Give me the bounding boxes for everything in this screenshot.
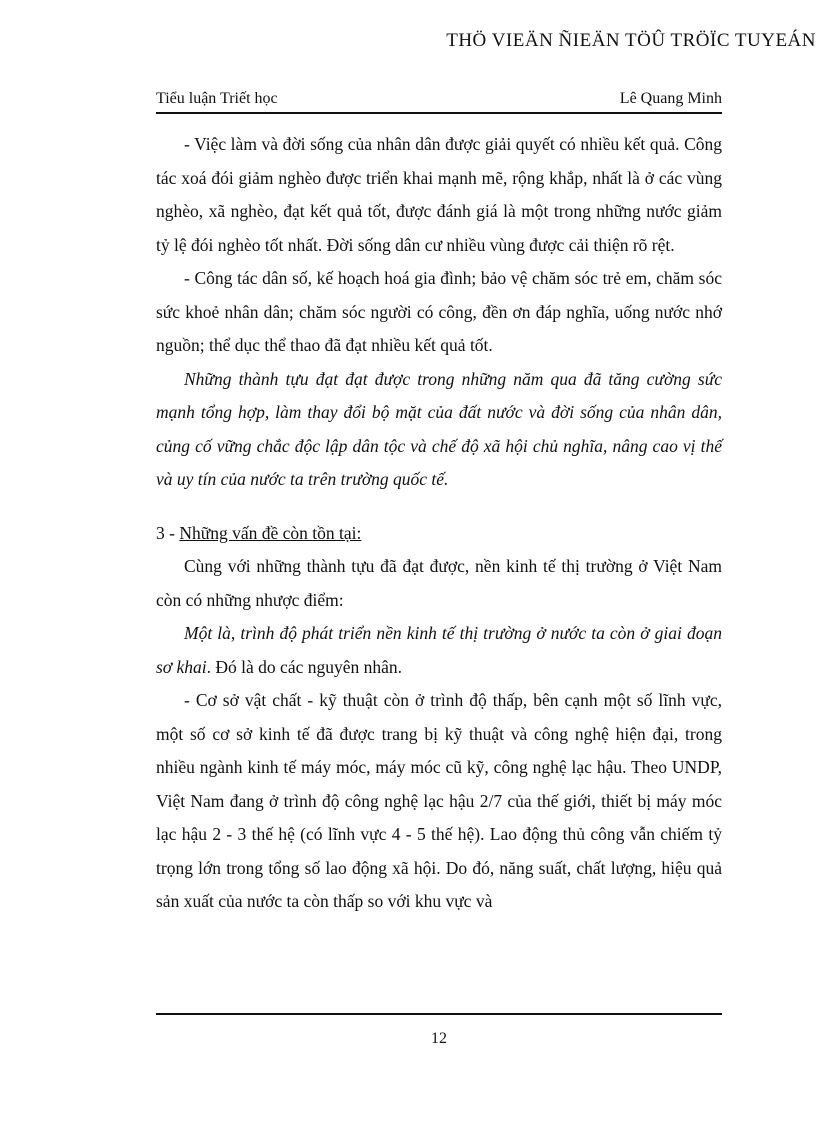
page-header: [156, 90, 722, 112]
library-banner: THÖ VIEÄN ÑIEÄN TÖÛ TRÖÏC TUYEÁN: [446, 30, 816, 51]
first-point-italic: Một là, trình độ phát triển nền kinh tế thị trường ở nước ta còn ở giai đoạn sơ khai: [156, 623, 722, 677]
header-document-title: Tiểu luận Triết học: [156, 90, 278, 107]
paragraph-infrastructure: - Cơ sở vật chất - kỹ thuật còn ở trình độ thấp, bên cạnh một số lĩnh vực, một số cơ sở kinh tế đã được trang bị kỹ thuật và công nghệ hiện đại, trong nhiều ngành kinh tế máy móc, máy móc cũ kỹ, công nghệ lạc hậu. Theo UNDP, Việt Nam đang ở trình độ công nghệ lạc hậu 2/7 của thế giới, thiết bị máy móc lạc hậu 2 - 3 thế hệ (có lĩnh vực 4 - 5 thế hệ). Lao động thủ công vẫn chiếm tỷ trọng lớn trong tổng số lao động xã hội. Do đó, năng suất, chất lượng, hiệu quả sản xuất của nước ta còn thấp so với khu vực và: [156, 690, 722, 911]
first-point-rest: . Đó là do các nguyên nhân.: [206, 656, 403, 677]
paragraph-shortcomings-intro: Cùng với những thành tựu đã đạt được, nền kinh tế thị trường ở Việt Nam còn có những nhược điểm:: [156, 556, 722, 610]
page-number: 12: [431, 1030, 447, 1047]
paragraph-population: - Công tác dân số, kế hoạch hoá gia đình; bảo vệ chăm sóc trẻ em, chăm sóc sức khoẻ nhân dân; chăm sóc người có công, đền ơn đáp nghĩa, uống nước nhớ nguồn; thể dục thể thao đã đạt nhiều kết quả tốt.: [156, 268, 722, 355]
footer-divider: [156, 1013, 722, 1015]
paragraph-achievements-summary: Những thành tựu đạt đạt được trong những năm qua đã tăng cường sức mạnh tổng hợp, làm thay đổi bộ mặt của đất nước và đời sống của nhân dân, củng cố vững chắc độc lập dân tộc và chế độ xã hội chủ nghĩa, nâng cao vị thế và uy tín của nước ta trên trường quốc tế.: [156, 368, 722, 489]
header-divider: [156, 112, 722, 114]
section-number: 3 -: [156, 522, 180, 543]
section-heading: [156, 517, 722, 551]
paragraph-employment: - Việc làm và đời sống của nhân dân được giải quyết có nhiều kết quả. Công tác xoá đói giảm nghèo được triển khai mạnh mẽ, rộng khắp, nhất là ở các vùng nghèo, xã nghèo, đạt kết quả tốt, được đánh giá là một trong những nước giảm tỷ lệ đói nghèo tốt nhất. Đời sống dân cư nhiều vùng được cải thiện rõ rệt.: [156, 134, 722, 255]
document-body: [156, 128, 722, 919]
section-title: Những vấn đề còn tồn tại:: [179, 522, 362, 543]
paragraph-first-point: [156, 617, 722, 684]
header-author: Lê Quang Minh: [619, 90, 722, 107]
